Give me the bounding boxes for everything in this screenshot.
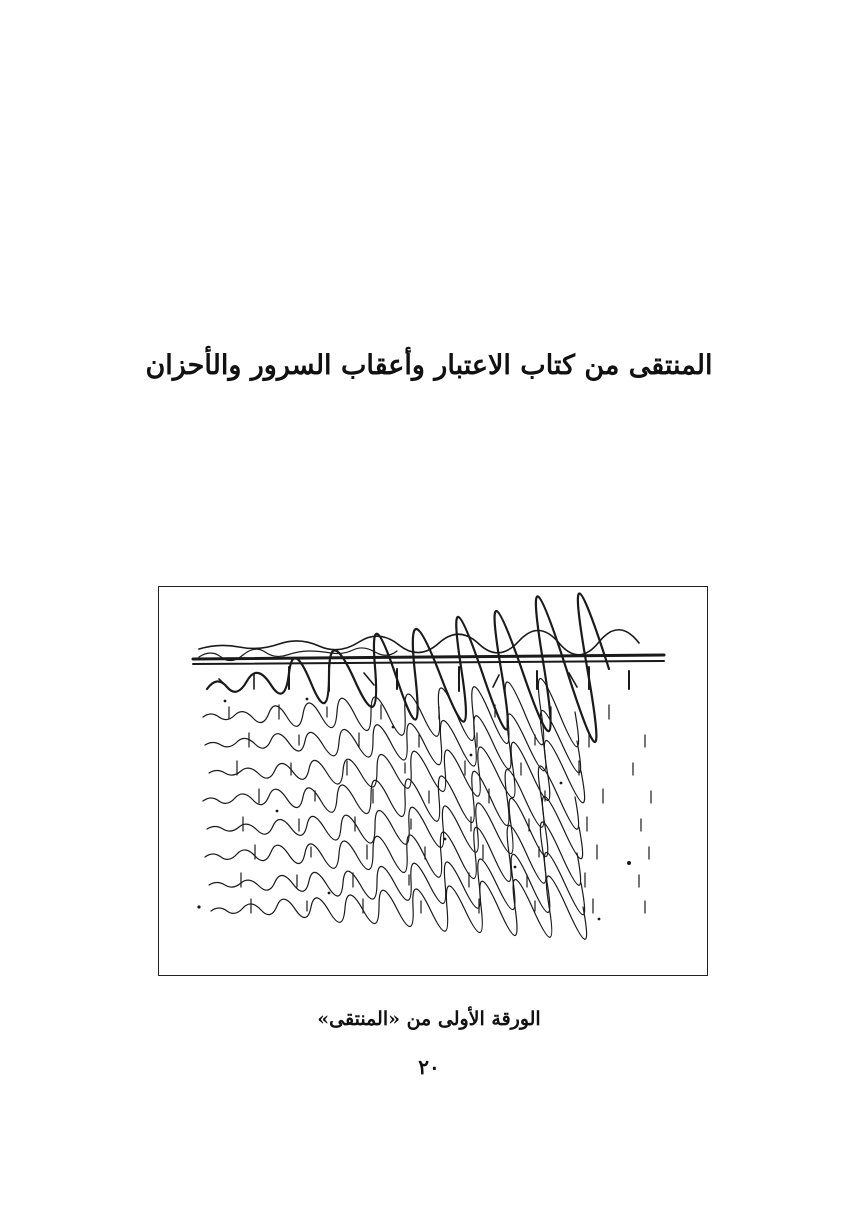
page-number: ٢٠ xyxy=(418,1055,440,1079)
manuscript-image xyxy=(158,586,708,976)
manuscript-handwriting xyxy=(159,587,708,976)
manuscript-caption: الورقة الأولى من «المنتقى» xyxy=(317,1008,541,1030)
page-title: المنتقى من كتاب الاعتبار وأعقاب السرور والأحزان xyxy=(145,350,713,381)
